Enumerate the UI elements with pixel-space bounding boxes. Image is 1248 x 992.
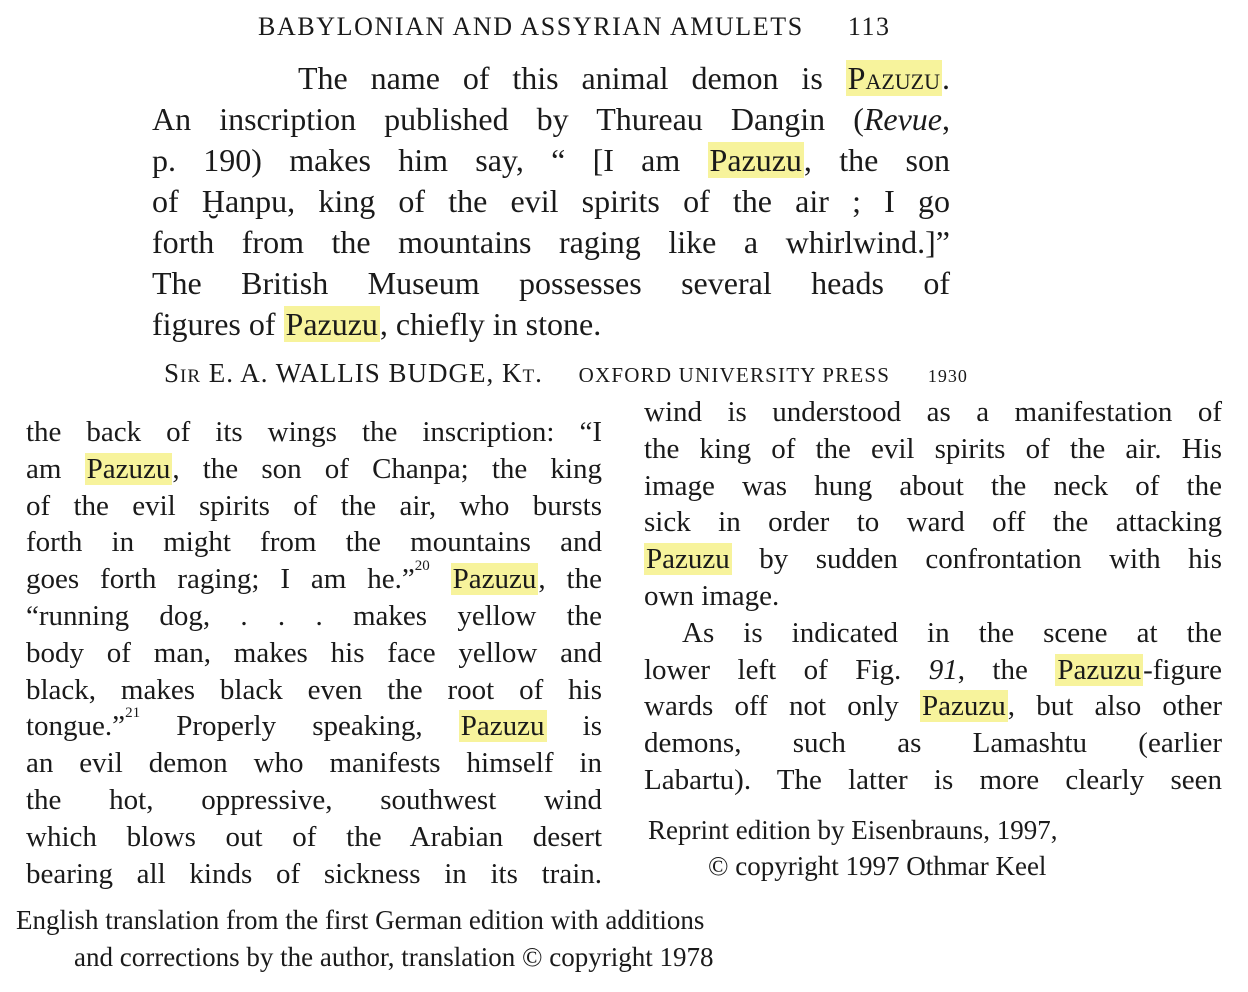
pazuzu-highlight: Pazuzu <box>709 142 802 178</box>
keel-left-line: goes forth raging; I am he.”$^{20}$ Pazuzu, the <box>26 558 602 596</box>
pazuzu-highlight: Pazuzu <box>460 710 545 743</box>
keel-right-line: sick in order to ward off the attacking <box>644 506 1222 539</box>
budge-line: An inscription published by Thureau Dangin (Revue, <box>152 101 950 137</box>
pazuzu-highlight: Pazuzu <box>847 60 940 96</box>
italic-text: Revue <box>863 101 942 137</box>
keel-left-line: forth in might from the mountains and <box>26 526 602 559</box>
footnote-ref: 20 <box>414 558 430 575</box>
keel-right-line: wards off not only Pazuzu, but also other <box>644 690 1223 723</box>
reprint-credit <box>648 812 1057 884</box>
keel-right-line: the king of the evil spirits of the air. His <box>644 432 1222 465</box>
keel-left-column <box>26 414 602 892</box>
reprint-line-2: © copyright 1997 Othmar Keel <box>708 851 1047 881</box>
pazuzu-highlight: Pazuzu <box>452 563 537 596</box>
budge-line: p. 190) makes him say, “ [I am Pazuzu, the son <box>152 142 951 178</box>
budge-line: The name of this animal demon is Pazuzu. <box>298 60 950 96</box>
publication-year: 1930 <box>927 366 968 386</box>
budge-line: of Ḫanpu, king of the evil spirits of the air ; I go <box>152 183 950 219</box>
keel-right-line: own image. <box>644 579 780 612</box>
author-title: Sir <box>164 358 202 388</box>
keel-left-line: of the evil spirits of the air, who bursts <box>26 489 602 522</box>
translation-line-1: English translation from the first German edition with additions <box>16 905 705 935</box>
keel-left-line: black, makes black even the root of his <box>26 673 602 706</box>
keel-left-line: “running dog, . . . makes yellow the <box>26 599 602 632</box>
page-number: 113 <box>847 12 891 41</box>
footnote-ref: 21 <box>125 705 141 722</box>
translation-credit <box>16 902 714 976</box>
keel-left-line: the hot, oppressive, southwest wind <box>26 783 602 816</box>
running-head-title: BABYLONIAN AND ASSYRIAN AMULETS <box>258 12 804 41</box>
reprint-line-1: Reprint edition by Eisenbrauns, 1997, <box>648 815 1058 845</box>
budge-citation <box>164 358 968 389</box>
keel-right-line: As is indicated in the scene at the <box>682 616 1222 649</box>
keel-right-line: image was hung about the neck of the <box>644 469 1222 502</box>
budge-excerpt <box>152 58 950 345</box>
pazuzu-highlight: Pazuzu <box>86 452 171 485</box>
pazuzu-highlight: Pazuzu <box>285 306 378 342</box>
keel-left-line: the back of its wings the inscription: “I <box>26 416 602 448</box>
keel-right-line: wind is understood as a manifestation of <box>644 396 1222 428</box>
pazuzu-highlight: Pazuzu <box>922 690 1006 723</box>
keel-right-line: Labartu). The latter is more clearly seen <box>644 763 1222 796</box>
keel-left-line: am Pazuzu, the son of Chanpa; the king <box>26 452 602 485</box>
keel-right-line: demons, such as Lamashtu (earlier <box>644 727 1222 760</box>
keel-left-line: bearing all kinds of sickness in its train. <box>26 857 602 890</box>
pazuzu-highlight: Pazuzu <box>1057 653 1142 686</box>
keel-left-line: tongue.”$^{21}$ Properly speaking, Pazuzu is <box>26 705 602 743</box>
keel-right-column <box>644 394 1222 799</box>
running-header <box>258 12 891 42</box>
italic-text: 91 <box>928 653 958 686</box>
translation-line-2: and corrections by the author, translation © copyright 1978 <box>74 942 714 972</box>
budge-line: forth from the mountains raging like a whirlwind.]” <box>152 224 950 260</box>
pazuzu-highlight: Pazuzu <box>646 543 730 576</box>
budge-line: figures of Pazuzu, chiefly in stone. <box>152 306 602 342</box>
keel-left-line: body of man, makes his face yellow and <box>26 636 602 669</box>
author-name: E. A. WALLIS BUDGE, <box>208 358 495 388</box>
keel-right-line: Pazuzu by sudden confrontation with his <box>646 543 1222 576</box>
keel-left-line: which blows out of the Arabian desert <box>26 820 602 853</box>
budge-line: The British Museum possesses several heads of <box>152 265 950 301</box>
keel-left-line: an evil demon who manifests himself in <box>26 747 602 780</box>
author-suffix: Kt. <box>502 358 543 388</box>
publisher: OXFORD UNIVERSITY PRESS <box>578 363 891 387</box>
keel-right-line: lower left of Fig. 91, the Pazuzu-figure <box>644 653 1223 686</box>
